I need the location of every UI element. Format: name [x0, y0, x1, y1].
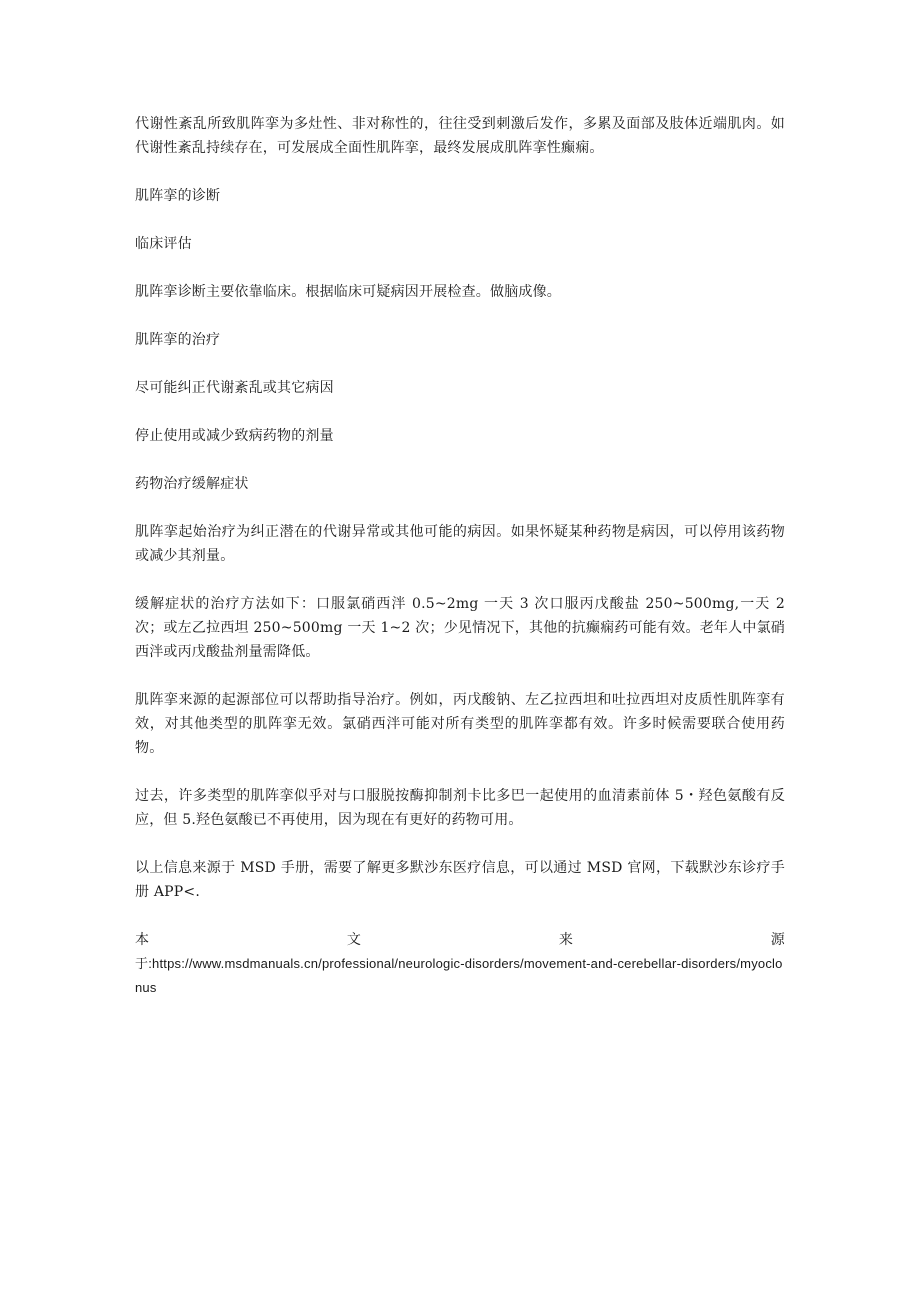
- paragraph-metabolic-myoclonus: 代谢性紊乱所致肌阵挛为多灶性、非对称性的，往往受到刺激后发作，多累及面部及肢体近端肌肉。如代谢性紊乱持续存在，可发展成全面性肌阵挛，最终发展成肌阵挛性癫痫。: [135, 116, 785, 156]
- source-label-char: 文: [346, 932, 362, 948]
- source-url: 于:https://www.msdmanuals.cn/professional/neurologic-disorders/movement-and-cerebellar-disorders/myoclonus: [135, 956, 783, 995]
- paragraph-origin-guidance: 肌阵挛来源的起源部位可以帮助指导治疗。例如，丙戊酸钠、左乙拉西坦和吐拉西坦对皮质性肌阵挛有效，对其他类型的肌阵挛无效。氯硝西泮可能对所有类型的肌阵挛都有效。许多时候需要联合使用药物。: [135, 692, 785, 756]
- treatment-item-correct-cause: 尽可能纠正代谢紊乱或其它病因: [135, 380, 334, 396]
- paragraph-info-source: 以上信息来源于 MSD 手册，需要了解更多默沙东医疗信息，可以通过 MSD 官网，下载默沙东诊疗手册 APP<.: [135, 860, 785, 900]
- source-label-char: 来: [558, 932, 574, 948]
- treatment-item-reduce-drug: 停止使用或减少致病药物的剂量: [135, 428, 334, 444]
- paragraph-symptom-treatment: 缓解症状的治疗方法如下：口服氯硝西泮 0.5~2mg 一天 3 次口服丙戊酸盐 250~500mg,一天 2 次；或左乙拉西坦 250~500mg 一天 1~2 次；少见情况下，其他的抗癫痫药可能有效。老年人中氯硝西泮或丙戊酸盐剂量需降低。: [135, 596, 785, 660]
- subheading-clinical-evaluation: 临床评估: [135, 236, 192, 252]
- source-label-char: 源: [770, 932, 785, 948]
- source-label-char: 本: [135, 932, 150, 948]
- heading-treatment: 肌阵挛的治疗: [135, 332, 221, 348]
- document-body: [135, 112, 785, 1000]
- paragraph-history: 过去，许多类型的肌阵挛似乎对与口服脱按酶抑制剂卡比多巴一起使用的血清素前体 5・羟色氨酸有反应，但 5.羟色氨酸已不再使用，因为现在有更好的药物可用。: [135, 788, 785, 828]
- heading-diagnosis: 肌阵挛的诊断: [135, 188, 221, 204]
- paragraph-initial-treatment: 肌阵挛起始治疗为纠正潜在的代谢异常或其他可能的病因。如果怀疑某种药物是病因，可以停用该药物或减少其剂量。: [135, 524, 785, 564]
- source-label: [135, 928, 785, 952]
- paragraph-diagnosis: 肌阵挛诊断主要依靠临床。根据临床可疑病因开展检查。做脑成像。: [135, 284, 561, 300]
- treatment-item-symptom-relief: 药物治疗缓解症状: [135, 476, 249, 492]
